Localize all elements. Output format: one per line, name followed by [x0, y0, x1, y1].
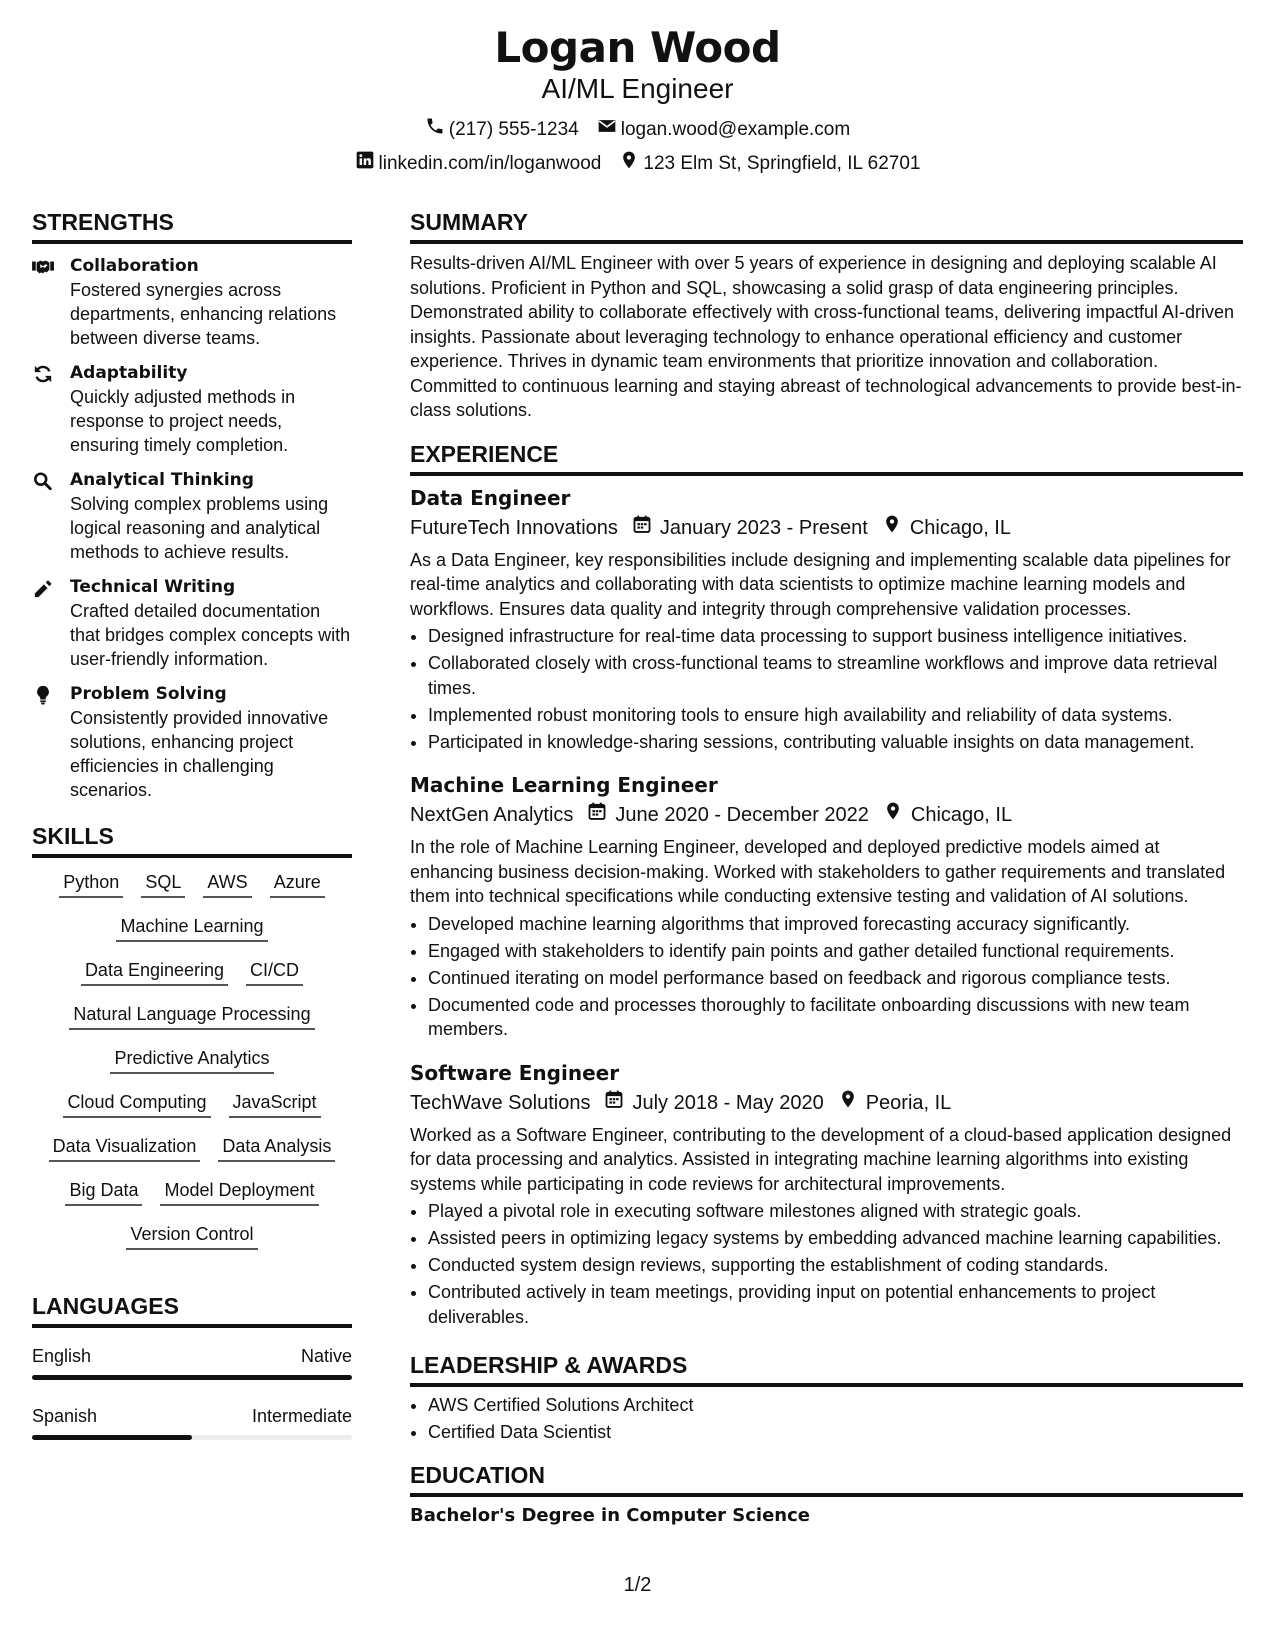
job-dates: January 2023 - Present	[659, 516, 868, 539]
skills-section	[32, 822, 352, 1250]
strengths-list	[32, 254, 352, 802]
languages-heading: LANGUAGES	[32, 1292, 352, 1328]
skills-heading: SKILLS	[32, 822, 352, 858]
email-contact[interactable]	[597, 116, 850, 144]
strength-item	[32, 361, 352, 457]
linkedin-icon	[355, 150, 375, 178]
job-bullets	[410, 624, 1243, 754]
strength-item	[32, 575, 352, 671]
skill-chip: Machine Learning	[116, 914, 267, 942]
skill-chip: AWS	[203, 870, 251, 898]
awards-heading: LEADERSHIP & AWARDS	[410, 1351, 1243, 1387]
job-entry	[410, 772, 1243, 1042]
skill-chip: Natural Language Processing	[69, 1002, 314, 1030]
strength-desc: Crafted detailed documentation that bridges complex concepts with user-friendly information.	[70, 601, 351, 669]
skill-chip: Python	[59, 870, 123, 898]
company-name: NextGen Analytics	[410, 804, 574, 826]
education-section	[410, 1461, 1243, 1529]
job-bullets	[410, 1199, 1243, 1329]
job-location: Chicago, IL	[909, 516, 1011, 539]
page-number: 1/2	[623, 1574, 652, 1596]
experience-section	[410, 440, 1243, 1330]
education-heading: EDUCATION	[410, 1461, 1243, 1497]
skill-chip: SQL	[141, 870, 185, 898]
skill-chip: Big Data	[65, 1178, 142, 1206]
strength-desc: Fostered synergies across departments, enhancing relations between diverse teams.	[70, 280, 337, 348]
candidate-title: AI/ML Engineer	[541, 73, 734, 104]
language-level: Native	[300, 1346, 352, 1366]
job-location: Peoria, IL	[865, 1091, 952, 1114]
job-bullet: • Participated in knowledge-sharing sessions, contributing valuable insights on data management.	[428, 730, 1243, 755]
job-bullet: • Played a pivotal role in executing software milestones aligned with strategic goals.	[428, 1199, 1243, 1224]
address-text: 123 Elm St, Springfield, IL 62701	[643, 153, 921, 174]
job-bullet: • Collaborated closely with cross-functional teams to streamline workflows and improve data retrieval times.	[428, 651, 1243, 700]
strength-name: Analytical Thinking	[70, 470, 254, 490]
email-text[interactable]: logan.wood@example.com	[620, 119, 851, 140]
skill-chip: Predictive Analytics	[110, 1046, 273, 1074]
job-bullet: • Assisted peers in optimizing legacy systems by embedding advanced machine learning capabilities.	[428, 1226, 1243, 1251]
pencil-icon	[32, 575, 60, 671]
calendar-icon	[604, 1089, 624, 1117]
award-item: • Certified Data Scientist	[428, 1420, 1243, 1445]
job-entry	[410, 1060, 1243, 1330]
strength-name: Adaptability	[70, 363, 188, 383]
language-proficiency-bar	[32, 1435, 352, 1440]
strength-name: Technical Writing	[70, 577, 236, 597]
language-name: Spanish	[32, 1406, 98, 1426]
strength-name: Collaboration	[70, 256, 199, 276]
language-proficiency-fill	[32, 1435, 192, 1440]
map-pin-icon	[883, 801, 903, 829]
linkedin-contact[interactable]	[355, 150, 602, 178]
skill-chip: Model Deployment	[160, 1178, 318, 1206]
language-item	[32, 1344, 352, 1380]
map-pin-icon	[619, 150, 639, 178]
strength-desc: Quickly adjusted methods in response to project needs, ensuring timely completion.	[70, 387, 296, 455]
skill-chip: Cloud Computing	[63, 1090, 210, 1118]
resume-header	[0, 22, 1275, 178]
refresh-icon	[32, 361, 60, 457]
strength-name: Problem Solving	[70, 684, 227, 704]
strength-desc: Consistently provided innovative solutions, enhancing project efficiencies in challenging scenarios.	[70, 708, 329, 800]
phone-icon	[425, 116, 445, 144]
skills-list	[32, 870, 352, 1250]
strength-item	[32, 468, 352, 564]
job-title: Machine Learning Engineer	[410, 773, 718, 797]
language-proficiency-bar	[32, 1375, 352, 1380]
language-level: Intermediate	[251, 1406, 352, 1426]
candidate-name: Logan Wood	[494, 23, 781, 72]
job-bullet: • Implemented robust monitoring tools to ensure high availability and reliability of data systems.	[428, 703, 1243, 728]
skill-chip: Data Analysis	[218, 1134, 335, 1162]
skill-chip: CI/CD	[246, 958, 303, 986]
job-bullet: • Documented code and processes thoroughly to facilitate onboarding discussions with new team members.	[428, 993, 1243, 1042]
map-pin-icon	[838, 1089, 858, 1117]
search-icon	[32, 468, 60, 564]
linkedin-text[interactable]: linkedin.com/in/loganwood	[378, 153, 602, 174]
skill-chip: Azure	[270, 870, 325, 898]
strengths-heading: STRENGTHS	[32, 208, 352, 244]
job-title: Software Engineer	[410, 1060, 620, 1085]
job-description: In the role of Machine Learning Engineer, developed and deployed predictive models aimed at enhancing business decision-making. Worked with stakeholders to gather requirements and translated them into technical specifications while conducting extensive testing and validation of AI solutions.	[410, 837, 1226, 906]
strength-desc: Solving complex problems using logical reasoning and analytical methods to achieve results.	[70, 494, 329, 562]
awards-list	[410, 1393, 1243, 1445]
language-proficiency-fill	[32, 1375, 352, 1380]
skill-chip: JavaScript	[229, 1090, 321, 1118]
strength-item	[32, 254, 352, 350]
company-name: TechWave Solutions	[410, 1091, 591, 1114]
job-bullet: • Contributed actively in team meetings, providing input on potential enhancements to project deliverables.	[428, 1280, 1243, 1329]
calendar-icon	[587, 801, 607, 829]
skill-chip: Data Engineering	[81, 958, 228, 986]
strength-item	[32, 682, 352, 802]
job-description: Worked as a Software Engineer, contributing to the development of a cloud-based application designed for data processing and analytics. Assisted in integrating machine learning algorithms into existing systems while participating in code reviews for architectural improvements.	[410, 1124, 1232, 1194]
summary-heading: SUMMARY	[410, 208, 1243, 244]
job-bullet: • Developed machine learning algorithms that improved forecasting accuracy significantly.	[428, 912, 1243, 937]
job-bullet: • Continued iterating on model performance based on feedback and rigorous compliance tests.	[428, 966, 1243, 991]
award-item: • AWS Certified Solutions Architect	[428, 1393, 1243, 1418]
phone-contact	[425, 116, 579, 144]
job-meta	[410, 1089, 1243, 1117]
map-pin-icon	[882, 514, 902, 542]
left-column	[32, 208, 352, 1440]
job-bullet: • Designed infrastructure for real-time data processing to support business intelligence initiatives.	[428, 624, 1243, 649]
contact-row-2	[0, 150, 1275, 178]
right-column	[410, 208, 1243, 1529]
job-dates: July 2018 - May 2020	[632, 1091, 824, 1114]
job-dates: June 2020 - December 2022	[615, 804, 869, 826]
job-location: Chicago, IL	[910, 804, 1013, 826]
job-entry	[410, 485, 1243, 755]
skill-chip: Version Control	[126, 1222, 257, 1250]
job-description: As a Data Engineer, key responsibilities include designing and implementing scalable data pipelines for real-time analytics and collaborating with data scientists to optimize machine learning models and workflows. Ensures data quality and integrity through comprehensive validation processes.	[410, 549, 1231, 619]
job-title: Data Engineer	[410, 485, 571, 510]
lightbulb-icon	[32, 682, 60, 802]
company-name: FutureTech Innovations	[410, 516, 618, 539]
experience-heading: EXPERIENCE	[410, 440, 1243, 476]
language-name: English	[32, 1346, 92, 1366]
envelope-icon	[597, 116, 617, 144]
job-bullet: • Conducted system design reviews, supporting the establishment of coding standards.	[428, 1253, 1243, 1278]
job-bullets	[410, 912, 1243, 1042]
calendar-icon	[632, 514, 652, 542]
language-item	[32, 1404, 352, 1440]
address-contact	[619, 150, 920, 178]
contact-row-1	[0, 116, 1275, 144]
awards-section	[410, 1351, 1243, 1445]
phone-text: (217) 555-1234	[448, 119, 579, 140]
job-bullet: • Engaged with stakeholders to identify pain points and gather detailed functional requirements.	[428, 939, 1243, 964]
handshake-icon	[32, 254, 60, 350]
languages-section	[32, 1292, 352, 1440]
summary-text: Results-driven AI/ML Engineer with over 5 years of experience in designing and deploying scalable AI solutions. Proficient in Python and SQL, showcasing a solid grasp of data engineering principles. Demonstrated ability to collaborate effectively with cross-functional teams, delivering impactful AI-driven insights. Passionate about leveraging technology to enhance operational efficiency and customer experience. Thrives in dynamic team environments that prioritize innovation and collaboration. Committed to continuous learning and staying abreast of technological advancements to provide best-in-class solutions.	[410, 253, 1242, 420]
degree-title: Bachelor's Degree in Computer Science	[410, 1504, 810, 1526]
job-meta	[410, 514, 1243, 542]
job-meta	[410, 801, 1243, 829]
skill-chip: Data Visualization	[49, 1134, 201, 1162]
